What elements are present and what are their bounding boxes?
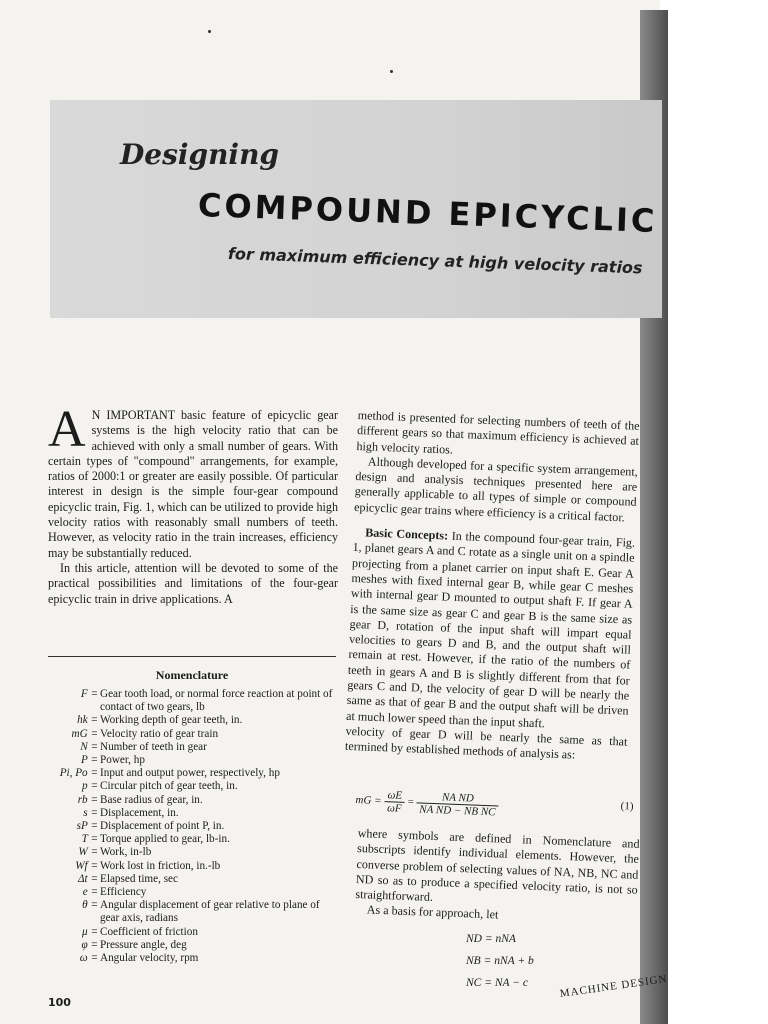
nomenclature-row — [48, 688, 338, 714]
left-column — [48, 401, 338, 607]
nomenclature-symbol: p = — [82, 780, 98, 793]
nomenclature-symbol: s = — [83, 806, 98, 819]
nomenclature-definition: Number of teeth in gear — [100, 740, 207, 753]
nomenclature-definition: Power, hp — [100, 754, 145, 767]
nomenclature-definition: Base radius of gear, in. — [100, 793, 203, 806]
nomenclature-row — [48, 846, 338, 859]
nomenclature-definition: Elapsed time, sec — [100, 872, 178, 885]
eq-num-2: NA ND — [416, 790, 499, 806]
nomenclature-symbol: Δt = — [77, 872, 98, 885]
page-number: 100 — [48, 996, 71, 1009]
nomenclature-definition: Displacement of point P, in. — [100, 820, 225, 833]
nomenclature-row — [48, 767, 338, 780]
equation-line: NC = NA − c — [466, 977, 528, 989]
nomenclature-definition: Pressure angle, deg — [100, 938, 187, 951]
eq-equals: = — [407, 796, 415, 809]
rc-paragraph-3-text: In the compound four-gear train, Fig. 1, planet gears A and C rotate as a single unit on a spindle projecting from a planet carrier on input shaft E. Gear A meshes with fixed internal gear B, while gear C meshes with internal gear D mounted to output shaft F. If gear A is the same size as gear C and gear B is the same size as gear D, rotation of the input shaft will impart equal velocities to gears D and B, and the output shaft will remain at rest. However, if the ratio of the numbers of teeth in gears A and B is slightly different from that for gears C and D, the velocity of gear D will be nearly the same as that of gear B and the output shaft will be driven at much lower speed than the input shaft. — [345, 528, 636, 731]
speck — [390, 70, 393, 73]
nomenclature-definition: Work lost in friction, in.-lb — [100, 859, 221, 872]
nomenclature-definition: Velocity ratio of gear train — [100, 727, 219, 740]
right-column-lower — [354, 826, 639, 929]
nomenclature-definition: Working depth of gear teeth, in. — [100, 714, 243, 727]
nomenclature-row — [48, 741, 338, 754]
equation-number: (1) — [620, 800, 634, 813]
nomenclature-row — [48, 833, 338, 846]
nomenclature-definition: Efficiency — [100, 886, 147, 899]
nomenclature-list — [48, 688, 338, 965]
nomenclature-definition: Angular displacement of gear relative to plane of gear axis, radians — [100, 899, 320, 925]
nomenclature-definition: Torque applied to gear, lb-in. — [100, 833, 230, 846]
rc-paragraph-1: method is presented for selecting numbers of teeth of the different gears so that maximum efficiency is achieved at high velocity ratios. — [356, 408, 640, 457]
magazine-name: MACHINE DESIGN — [559, 972, 669, 1000]
nomenclature-definition: Angular velocity, rpm — [100, 952, 199, 965]
nomenclature-symbol: e = — [82, 886, 98, 899]
scan-margin — [668, 0, 768, 1024]
nomenclature-symbol: W = — [78, 846, 98, 859]
nomenclature-row — [48, 873, 338, 886]
nomenclature-symbol: N = — [80, 740, 98, 753]
nomenclature-row — [48, 780, 338, 793]
rc-paragraph-5: As a basis for approach, let — [366, 902, 499, 922]
nomenclature-row — [48, 728, 338, 741]
nomenclature-definition: Work, in-lb — [100, 846, 152, 859]
nomenclature-symbol: F = — [80, 688, 98, 700]
nomenclature-symbol: P = — [81, 754, 98, 767]
nomenclature-title: Nomenclature — [155, 668, 229, 682]
equation-set — [466, 928, 534, 994]
nomenclature-row — [48, 926, 338, 939]
nomenclature-row — [48, 952, 338, 965]
right-column — [345, 408, 640, 765]
eq-den-1: ωF — [386, 802, 402, 815]
nomenclature-symbol: mG = — [71, 727, 98, 740]
nomenclature-symbol: ω = — [79, 952, 98, 965]
nomenclature-row — [48, 860, 338, 873]
eq-den-2: NA ND − NB NC — [419, 803, 496, 819]
equation-line: NB = nNA + b — [466, 955, 534, 967]
nomenclature-symbol: θ = — [82, 899, 98, 912]
equation-line: ND = nNA — [466, 933, 516, 945]
nomenclature-row — [48, 714, 338, 727]
speck — [208, 30, 211, 33]
eq-fraction-2 — [416, 790, 499, 818]
nomenclature-symbol: μ = — [82, 925, 98, 938]
nomenclature-row — [48, 820, 338, 833]
nomenclature-definition: Coefficient of friction — [100, 925, 198, 938]
rc-paragraph-3 — [346, 525, 635, 735]
rc-paragraph-2: Although developed for a specific system arrangement, design and analysis techniques presented here are generally applicable to all types of simple or compound epicyclic gear trains where efficiency is a critical factor. — [353, 454, 639, 525]
nomenclature-definition: Circular pitch of gear teeth, in. — [100, 780, 238, 793]
article-kicker: Designing — [120, 138, 280, 171]
intro-text: N IMPORTANT basic feature of epicyclic gear systems is the high velocity ratio that can be achieved with only a small number of gears. With certain types of "compound" arrangements, for example, ratios of 2000:1 or greater are easily possible. Of particular interest in design is the simple four-gear compound epicyclic train, Fig. 1, which can be utilized to provide high velocity ratios with reasonably small numbers of teeth. However, as velocity ratio in the train increases, efficiency may be substantially reduced. — [48, 408, 338, 560]
nomenclature-definition: Displacement, in. — [100, 806, 179, 819]
nomenclature-row — [48, 899, 338, 925]
nomenclature-row — [48, 807, 338, 820]
article-title: COMPOUND EPICYCLIC — [197, 186, 659, 241]
rc-paragraph-4: where symbols are defined in Nomenclature and subscripts identify individual elements. However, the converse problem of selecting values of NA, NB, NC and ND so as to produce a specified velocity ratio, is not so straightforward. — [355, 826, 640, 905]
nomenclature-row — [48, 754, 338, 767]
intro-paragraph — [48, 401, 338, 561]
paragraph-2: In this article, attention will be devoted to some of the practical possibilities and limitations of the four-gear epicyclic train in drive applications. A — [48, 560, 338, 606]
rc-paragraph-3b: velocity of gear D will be nearly the same as that termined by established methods of analysis as: — [344, 723, 628, 762]
nomenclature-symbol: rb = — [77, 793, 98, 806]
nomenclature-symbol: Wf = — [75, 859, 98, 872]
nomenclature-symbol: T = — [81, 833, 98, 846]
section-head: Basic Concepts: — [364, 525, 449, 543]
nomenclature-symbol: φ = — [81, 938, 98, 951]
nomenclature-row — [48, 794, 338, 807]
drop-cap: A — [48, 401, 86, 458]
nomenclature-rule-top — [48, 656, 336, 657]
nomenclature-symbol: sP = — [76, 820, 98, 833]
eq-num-1: ωE — [384, 789, 405, 803]
nomenclature-symbol: Pi, Po = — [59, 767, 98, 780]
nomenclature-row — [48, 886, 338, 899]
eq-fraction-1 — [384, 789, 405, 815]
nomenclature-row — [48, 939, 338, 952]
nomenclature-definition: Gear tooth load, or normal force reaction at point of contact of two gears, lb — [100, 688, 333, 714]
article-subtitle: for maximum efficiency at high velocity ratios — [227, 244, 643, 278]
nomenclature-definition: Input and output power, respectively, hp — [100, 767, 280, 780]
eq-lhs: mG = — [355, 794, 382, 808]
nomenclature-symbol: hk = — [77, 714, 98, 727]
